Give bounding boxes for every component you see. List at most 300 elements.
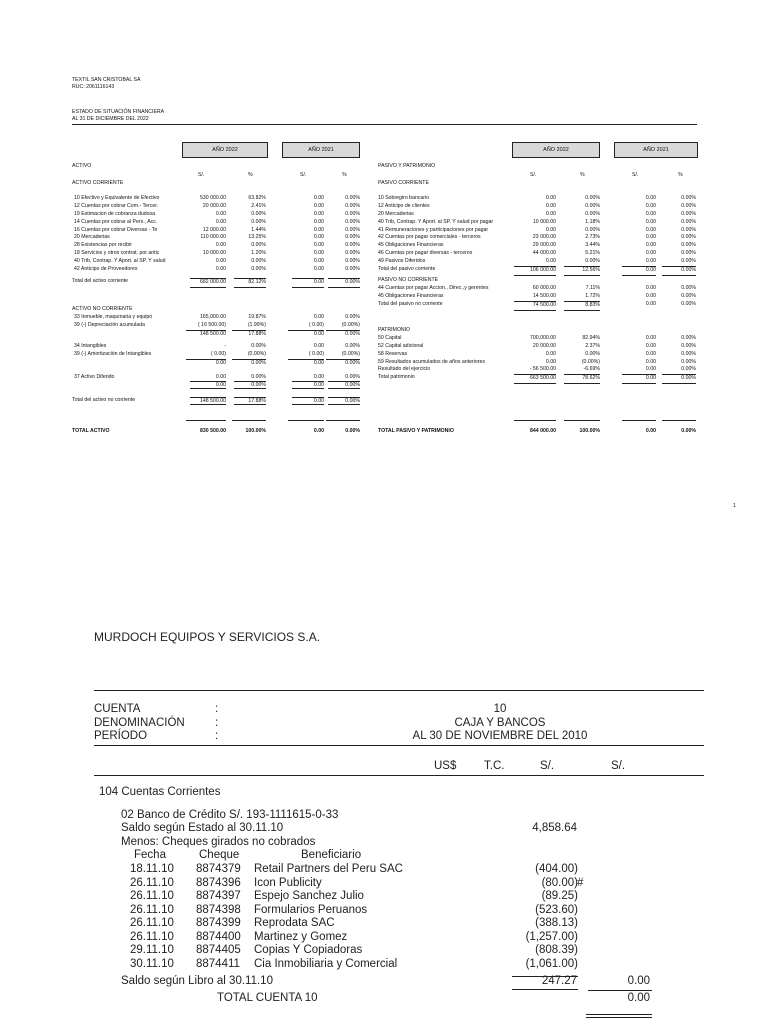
value-cell: 0.00 <box>190 381 226 389</box>
pct-cell: 2.41% <box>251 202 266 209</box>
cheque-number: 8874400 <box>196 930 241 943</box>
value-cell: 0.00 <box>215 218 226 225</box>
colon: : <box>215 703 219 715</box>
pct-cell: 0.00% <box>251 242 266 249</box>
value-cell: 0.00 <box>313 343 324 349</box>
pct-cell: (1.99%) <box>247 321 266 328</box>
pct-cell: 0.00% <box>585 350 600 357</box>
cheque-amount: (808.39) <box>535 944 578 956</box>
pct-cell: 0.00% <box>585 195 600 201</box>
periodo-label: PERÍODO <box>94 730 148 742</box>
value-cell: 165,000.00 <box>200 314 226 320</box>
col-soles-2: S/. <box>611 760 626 772</box>
col-tc: T.C. <box>484 760 505 772</box>
value-cell: 0.00 <box>645 226 656 233</box>
activo-corriente-heading: ACTIVO CORRIENTE <box>72 180 124 186</box>
pasivo-no-corriente-labels <box>378 277 512 309</box>
account-label: 39 (-) Amortización de Intangibles <box>74 350 152 357</box>
cheque-payee: Martinez y Gomez <box>254 930 348 943</box>
account-label: 49 Pasivos Diferidos <box>378 258 426 265</box>
total-pasivo-v2021: 0.00 <box>645 428 656 434</box>
account-label: Total patrimonio <box>378 374 415 381</box>
value-cell: 0.00 <box>645 358 656 365</box>
cheque-amount: (523.60) <box>535 903 578 916</box>
account-label: Total del pasivo corriente <box>378 266 436 273</box>
patrimonio-labels <box>378 327 512 382</box>
report-date: AL 31 DE DICIEMBRE DEL 2022 <box>72 116 149 122</box>
total-activo-label: TOTAL ACTIVO <box>72 428 110 434</box>
value-cell: 29 000.00 <box>532 242 556 249</box>
pct-cell: 0.00% <box>345 258 360 265</box>
intangibles-v2022 <box>186 343 226 366</box>
pct-cell: 63.82% <box>248 195 266 201</box>
value-cell: 0.00 <box>215 258 226 265</box>
page-number: 1 <box>733 503 736 509</box>
pct-cell: 0.00% <box>585 202 600 209</box>
pct-cell: -6.69% <box>583 366 600 373</box>
value-cell <box>514 327 556 335</box>
cheque-date: 30.11.10 <box>130 957 174 970</box>
account-label: 20 Mercaderias <box>378 210 414 217</box>
pct-cell: (0.00%) <box>581 358 600 365</box>
denominacion-value: CAJA Y BANCOS <box>454 717 546 729</box>
total-pasivo-p2022: 100.00% <box>579 428 600 434</box>
pct-cell: 0.00% <box>251 258 266 265</box>
account-label: 12 Cuentas por cobrar Com.- Tercer. <box>74 202 159 209</box>
value-cell: 14 500.00 <box>532 292 556 299</box>
pct-cell: (0.00%) <box>341 350 360 357</box>
header-beneficiario: Beneficiario <box>301 849 362 861</box>
value-cell: 0.00 <box>645 350 656 357</box>
total-activo-p2021: 0.00% <box>345 428 360 434</box>
patrimonio-p2021 <box>662 327 696 384</box>
account-label: 33 Inmueble, maquinaria y equipo <box>74 314 153 320</box>
value-cell: 0.00 <box>313 374 324 380</box>
cheque-amount: (1,061.00) <box>525 957 578 970</box>
total-cuenta-label: TOTAL CUENTA 10 <box>217 992 318 1004</box>
pct-cell: 1.72% <box>585 292 600 299</box>
account-label: 50 Capital <box>378 334 402 341</box>
section-cuentas-corrientes: 104 Cuentas Corrientes <box>99 786 221 798</box>
activo-diferido-label: 37 Activo Diferido <box>74 374 115 380</box>
cheque-date: 26.11.10 <box>130 890 174 902</box>
cheque-amount: (1,257.00) <box>525 930 578 943</box>
cheque-payee: Espejo Sanchez Julio <box>254 890 364 902</box>
pct-cell: 0.00% <box>345 210 360 217</box>
pct-cell <box>662 327 696 335</box>
account-label: 58 Reservas <box>378 350 408 357</box>
pasivo-corriente-v2022 <box>514 195 556 276</box>
denominacion-label: DENOMINACIÓN <box>94 717 185 729</box>
value-cell <box>622 277 656 285</box>
pasivo-corriente-p2021 <box>662 195 696 276</box>
pct-cell: 0.00% <box>585 226 600 233</box>
value-cell: 0.00 <box>645 284 656 291</box>
value-cell: 0.00 <box>215 210 226 217</box>
account-label: 46 Cuentas por pagar diversas - terceros <box>378 250 473 257</box>
cheque-date: 18.11.10 <box>130 863 174 875</box>
pct-cell: 3.44% <box>585 242 600 249</box>
report-title: ESTADO DE SITUACIÓN FINANCIERA <box>72 109 165 115</box>
value-cell: 20 000.00 <box>202 202 226 209</box>
company-name: TEXTIL SAN CRISTOBAL SA <box>72 77 141 83</box>
bank-account: 02 Banco de Crédito S/. 193-1111615-0-33 <box>121 809 339 821</box>
cheque-payee: Copias Y Copiadoras <box>254 944 363 956</box>
inmueble-labels <box>74 314 186 330</box>
account-label: 18 Servicios y otros contrat. por antic <box>74 250 160 257</box>
account-label: 10 Sobregiro bancario <box>378 195 430 201</box>
header-cheque: Cheque <box>199 849 240 861</box>
value-cell: 0.00 <box>645 292 656 299</box>
patrimonio-v2022 <box>514 327 556 384</box>
pct-cell: 1.18% <box>585 218 600 225</box>
pct-cell: 5.21% <box>585 250 600 257</box>
value-cell: ( 0.00) <box>309 350 324 357</box>
pct-cell: 0.00% <box>662 266 696 276</box>
saldo-libro-value: 247.27 <box>541 975 577 987</box>
account-label: 20 Mercaderias <box>74 234 110 241</box>
cuenta-label: CUENTA <box>94 703 141 715</box>
account-label: 40 Trib, Contrap. Y Aport. al SP. Y salud <box>74 258 166 265</box>
value-cell: 0.00 <box>215 374 226 380</box>
pct-cell: 0.00% <box>681 358 696 365</box>
periodo-value: AL 30 DE NOVIEMBRE DEL 2010 <box>412 730 588 742</box>
col-soles-1: S/. <box>540 760 555 772</box>
value-cell: 148 500.00 <box>186 330 226 337</box>
pct-cell: 0.00% <box>345 195 360 201</box>
saldo-libro-label: Saldo según Libro al 30.11.10 <box>121 975 273 987</box>
cheque-date: 26.11.10 <box>130 876 174 889</box>
value-cell: 0.00 <box>313 242 324 249</box>
value-cell: 60 000.00 <box>532 284 556 291</box>
cheque-date: 26.11.10 <box>130 917 174 929</box>
cheque-payee: Formularios Peruanos <box>254 903 368 916</box>
total-activo-corriente-p2021: 0.00% <box>328 278 360 288</box>
value-cell: 0.00 <box>313 314 324 320</box>
pct-cell <box>564 277 600 285</box>
cheque-date: 26.11.10 <box>130 930 174 943</box>
value-cell: 0.00 <box>645 250 656 257</box>
pct-cell: 0.00% <box>345 202 360 209</box>
activo-corriente-p2022 <box>232 195 266 274</box>
value-cell: ( 16 500.00) <box>198 321 226 328</box>
colon: : <box>215 730 219 742</box>
value-cell: 44 000.00 <box>532 250 556 257</box>
value-cell: 0.00 <box>622 266 656 276</box>
inmueble-v2021 <box>288 314 324 337</box>
value-cell: 0.00 <box>545 350 556 357</box>
pct-cell: 0.00% <box>681 366 696 373</box>
cheque-number: 8874397 <box>196 890 241 902</box>
cheque-payee: Reprodata SAC <box>254 917 335 929</box>
cheque-amount: (89.25) <box>541 890 578 902</box>
value-cell: 0.00 <box>313 258 324 265</box>
pct-cell: 0.00% <box>345 226 360 233</box>
saldo-estado-label: Saldo según Estado al 30.11.10 <box>121 822 284 834</box>
account-label: 19 Estimacion de cobranza dudosa <box>74 210 156 217</box>
header-fecha: Fecha <box>134 849 166 861</box>
pasivo-corriente-heading: PASIVO CORRIENTE <box>378 180 429 186</box>
cheque-payee: Icon Publicity <box>254 876 322 889</box>
value-cell: 0.00 <box>313 195 324 201</box>
cheque-number: 8874405 <box>196 944 241 956</box>
value-cell: 106 000.00 <box>514 266 556 276</box>
pct-cell: 0.00% <box>681 292 696 299</box>
pct-cell: 0.00% <box>681 284 696 291</box>
patrimonio-p2022 <box>564 327 600 384</box>
value-cell: 74 500.00 <box>514 301 556 311</box>
total-cuenta-value: 0.00 <box>627 992 650 1004</box>
value-cell: 0.00 <box>292 397 324 405</box>
col-usd: US$ <box>434 760 457 772</box>
pct-cell: 78.62% <box>564 374 600 384</box>
currency-label: S/. <box>530 172 537 178</box>
account-label: 34 Intangibles <box>74 343 107 349</box>
pct-cell: 17.88% <box>232 330 266 337</box>
account-label: 10 Efectivo y Equivalente de Efectivo <box>74 195 160 201</box>
intangibles-p2022 <box>232 343 266 366</box>
pct-cell: 0.00% <box>681 334 696 341</box>
pct-cell: 8.83% <box>564 301 600 311</box>
account-label: 59 Resultados acumulados de años anteriores <box>378 358 485 365</box>
currency-label: S/. <box>300 172 307 178</box>
value-cell: 700,000.00 <box>530 334 556 341</box>
cheque-amount: (80.00) <box>541 876 578 889</box>
pct-cell <box>662 277 696 285</box>
activo-no-corriente-heading: ACTIVO NO CORRIENTE <box>72 306 133 312</box>
cheque-date: 29.11.10 <box>130 944 174 956</box>
pct-cell: 17.88% <box>234 397 266 405</box>
intangibles-labels <box>74 343 186 359</box>
account-label: 42 Cuentas por pagar comerciales - terceros <box>378 234 481 241</box>
value-cell: 148 500.00 <box>190 397 226 405</box>
section-heading: PATRIMONIO <box>378 327 411 333</box>
pasivo-nc-p2022 <box>564 277 600 311</box>
pasivo-heading: PASIVO Y PATRIMONIO <box>378 163 436 169</box>
account-label: 39 (-) Depreciación acumulada <box>74 321 145 328</box>
header-rule <box>72 124 697 125</box>
value-cell: 0.00 <box>645 234 656 241</box>
account-label: 44 Cuentas por pagar Accion., Direc.,y gerentes <box>378 284 489 291</box>
value-cell: 0.00 <box>645 210 656 217</box>
value-cell: 0.00 <box>645 366 656 373</box>
saldo-libro-total: 0.00 <box>627 975 650 987</box>
value-cell: 0.00 <box>215 266 226 273</box>
pct-cell: 0.00% <box>681 242 696 249</box>
value-cell: - 56 500.00 <box>529 366 556 373</box>
pct-cell: 0.00% <box>662 374 696 384</box>
pct-cell: 0.00% <box>251 218 266 225</box>
pct-cell: 0.00% <box>681 258 696 265</box>
value-cell: 0.00 <box>313 250 324 257</box>
value-cell: 10 000.00 <box>532 218 556 225</box>
value-cell: 0.00 <box>645 334 656 341</box>
pct-cell: 19.87% <box>248 314 266 320</box>
value-cell: 0.00 <box>645 342 656 349</box>
saldo-estado-value: 4,858.64 <box>532 822 577 834</box>
value-cell: 23 000.00 <box>532 234 556 241</box>
cheque-number: 8874399 <box>196 917 241 929</box>
value-cell: 0.00 <box>645 195 656 201</box>
currency-label: S/. <box>632 172 639 178</box>
pct-cell: 0.00% <box>681 350 696 357</box>
value-cell <box>622 327 656 335</box>
total-activo-v2022: 830 500.00 <box>200 428 226 434</box>
inmueble-p2022 <box>232 314 266 337</box>
menos-label: Menos: Cheques girados no cobrados <box>121 836 316 848</box>
value-cell: 0.00 <box>313 218 324 225</box>
pct-cell: 0.00% <box>681 300 696 307</box>
account-label: 12 Anticipo de clientes <box>378 202 430 209</box>
value-cell: 0.00 <box>313 226 324 233</box>
total-activo-p2022: 100.00% <box>245 428 266 434</box>
value-cell <box>514 277 556 285</box>
cheques-montos <box>510 863 578 971</box>
pct-cell: 0.00% <box>681 342 696 349</box>
total-pasivo-p2021: 0.00% <box>681 428 696 434</box>
pct-cell: 82.94% <box>582 334 600 341</box>
pct-cell: 2.37% <box>585 342 600 349</box>
pct-cell: 0.00% <box>251 343 266 349</box>
year-box-2022-right: AÑO 2022 <box>512 142 600 158</box>
value-cell: 0.00 <box>545 202 556 209</box>
cheque-payee: Retail Partners del Peru SAC <box>254 863 403 875</box>
pct-cell: 0.00% <box>681 195 696 201</box>
value-cell: 110 000.00 <box>200 234 226 241</box>
pct-cell: 0.00% <box>585 258 600 265</box>
pct-cell: 13.25% <box>248 234 266 241</box>
activo-corriente-p2021 <box>326 195 360 274</box>
pct-cell: 7.11% <box>585 284 600 291</box>
pct-cell: 12.56% <box>564 266 600 276</box>
value-cell: 0.00 <box>645 300 656 307</box>
pct-cell: 2.73% <box>585 234 600 241</box>
value-cell: 0.00 <box>645 242 656 249</box>
pct-cell: 0.00% <box>345 242 360 249</box>
value-cell: 0.00 <box>645 202 656 209</box>
company-name-2: MURDOCH EQUIPOS Y SERVICIOS S.A. <box>94 630 321 644</box>
pct-label: % <box>342 172 347 178</box>
cheques-beneficiarios <box>254 863 403 971</box>
pasivo-corriente-labels <box>378 195 512 274</box>
cheques-fechas <box>130 863 174 971</box>
company-ruc: RUC: 2061116143 <box>72 84 115 90</box>
account-label: Total del pasivo no corriente <box>378 300 443 307</box>
pct-cell: 0.00% <box>681 234 696 241</box>
account-label: 14 Cuentas por cobrar al Pers., Acc. <box>74 218 158 225</box>
pct-cell: (0.00%) <box>341 321 360 328</box>
pct-cell: 0.00% <box>681 250 696 257</box>
pct-cell: 0.00% <box>585 210 600 217</box>
cheque-number: 8874396 <box>196 876 241 889</box>
pasivo-nc-v2021 <box>622 277 656 309</box>
pct-label: % <box>580 172 585 178</box>
value-cell: 0.00 <box>545 195 556 201</box>
cuenta-value: 10 <box>493 703 507 715</box>
value-cell: 0.00 <box>288 359 324 366</box>
value-cell: 0.00 <box>545 210 556 217</box>
year-box-2022-left: AÑO 2022 <box>182 142 268 158</box>
cheque-number: 8874398 <box>196 903 241 916</box>
pasivo-nc-v2022 <box>514 277 556 311</box>
value-cell: 0.00 <box>292 381 324 389</box>
activo-corriente-labels <box>74 195 186 274</box>
cheque-payee: Cia Inmobiliaria y Comercial <box>254 957 398 970</box>
pct-cell: 0.00% <box>326 330 360 337</box>
value-cell: 0.00 <box>645 218 656 225</box>
pct-cell: 0.00% <box>345 314 360 320</box>
year-box-2021-left: AÑO 2021 <box>282 142 360 158</box>
value-cell: 0.00 <box>313 210 324 217</box>
colon: : <box>215 717 219 729</box>
intangibles-p2021 <box>326 343 360 366</box>
value-cell: 0.00 <box>313 266 324 273</box>
pasivo-nc-p2021 <box>662 277 696 309</box>
account-label: 41 Remuneraciones y participaciones por pagar <box>378 226 489 233</box>
pct-cell: 0.00% <box>326 359 360 366</box>
pct-cell: 1.44% <box>251 226 266 233</box>
total-activo-corriente-v2021: 0.00 <box>292 278 324 288</box>
pct-cell: 0.00% <box>345 234 360 241</box>
value-cell: 0.00 <box>545 226 556 233</box>
pct-cell: (0.00%) <box>247 350 266 357</box>
value-cell: 0.00 <box>622 374 656 384</box>
pct-cell: 0.00% <box>328 381 360 389</box>
cheque-amount: (404.00) <box>535 863 578 875</box>
value-cell: - <box>224 343 226 349</box>
pct-cell <box>564 327 600 335</box>
pct-label: % <box>678 172 683 178</box>
total-activo-corriente-v2022: 682 000.00 <box>190 278 226 288</box>
total-activo-corriente-p2022: 82.12% <box>234 278 266 288</box>
hash-mark: # <box>577 877 584 889</box>
total-pasivo-patrimonio-label: TOTAL PASIVO Y PATRIMONIO <box>378 428 454 434</box>
account-label: Resultado del ejercicio <box>378 366 431 373</box>
total-activo-v2021: 0.00 <box>313 428 324 434</box>
account-label: 16 Cuentas por cobrar Diversas - Te <box>74 226 158 233</box>
value-cell: ( 0.00) <box>309 321 324 328</box>
pct-cell: 0.00% <box>681 226 696 233</box>
total-pasivo-v2022: 844 000.00 <box>530 428 556 434</box>
pasivo-corriente-v2021 <box>622 195 656 276</box>
account-label: 45 Obligaciones Financieras <box>378 292 444 299</box>
value-cell: 0.00 <box>313 202 324 209</box>
pct-cell: 1.20% <box>251 250 266 257</box>
value-cell: 663 500.00 <box>514 374 556 384</box>
value-cell: 0.00 <box>186 359 226 366</box>
cheques-numeros <box>196 863 241 971</box>
year-box-2021-right: AÑO 2021 <box>614 142 698 158</box>
pct-label: % <box>248 172 253 178</box>
currency-label: S/. <box>198 172 205 178</box>
pct-cell: 0.00% <box>328 397 360 405</box>
pct-cell: 0.00% <box>251 374 266 380</box>
pct-cell: 0.00% <box>681 202 696 209</box>
intangibles-v2021 <box>288 343 324 366</box>
pct-cell: 0.00% <box>232 359 266 366</box>
cheque-amount: (388.13) <box>535 917 578 929</box>
pct-cell: 0.00% <box>345 218 360 225</box>
value-cell: ( 0.00) <box>211 350 226 357</box>
account-label: 40 Trib, Contrap. Y Aport. al SP. Y salud por pagar <box>378 218 494 225</box>
value-cell: 20 000.00 <box>532 342 556 349</box>
inmueble-p2021 <box>326 314 360 337</box>
account-label: 52 Capital adicional <box>378 342 424 349</box>
inmueble-v2022 <box>186 314 226 337</box>
account-label: 45 Obligaciones Financieras <box>378 242 444 249</box>
pasivo-corriente-p2022 <box>564 195 600 276</box>
pct-cell: 0.00% <box>681 210 696 217</box>
